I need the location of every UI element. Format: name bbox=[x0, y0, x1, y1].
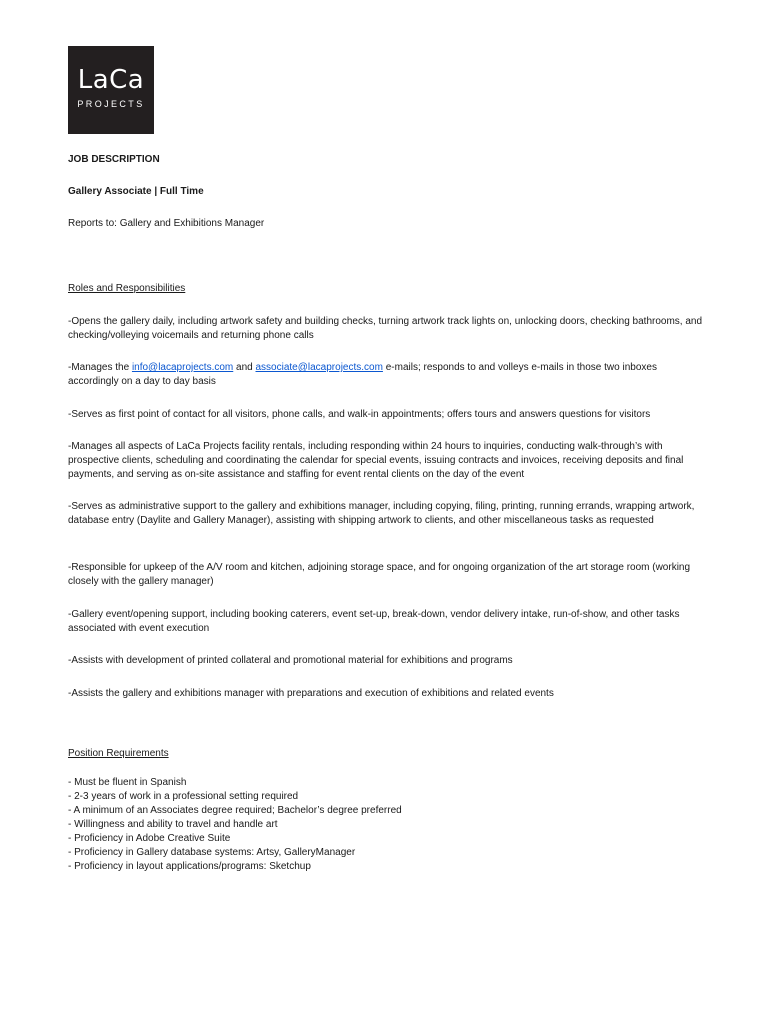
requirements-heading: Position Requirements bbox=[68, 748, 169, 759]
role-item-3: -Serves as first point of contact for all visitors, phone calls, and walk-in appointments; offers tours and answers questions for visitors bbox=[68, 409, 651, 420]
role-item-5: -Serves as administrative support to the gallery and exhibitions manager, including copying, filing, printing, running errands, wrapping artwork, database entry (Daylite and Gallery Manager), assisting with shipping artwork to clients, and other miscellaneous tasks as requested bbox=[68, 501, 695, 526]
role-item-2 bbox=[68, 361, 708, 389]
logo-wordmark: LaCa bbox=[77, 65, 145, 95]
requirements-list bbox=[68, 776, 708, 874]
roles-heading: Roles and Responsibilities bbox=[68, 283, 186, 294]
associate-email-link[interactable]: associate@lacaprojects.com bbox=[255, 362, 383, 373]
requirement-item: - Proficiency in Adobe Creative Suite bbox=[68, 833, 231, 844]
laca-projects-logo bbox=[68, 46, 154, 134]
role-item-2-middle: and bbox=[233, 362, 256, 373]
role-item-9: -Assists the gallery and exhibitions manager with preparations and execution of exhibitions and related events bbox=[68, 688, 554, 699]
info-email-link[interactable]: info@lacaprojects.com bbox=[131, 362, 234, 373]
requirement-item: - Must be fluent in Spanish bbox=[68, 777, 187, 788]
role-item-7: -Gallery event/opening support, including booking caterers, event set-up, break-down, vendor delivery intake, run-of-show, and other tasks associated with event execution bbox=[68, 609, 680, 634]
reports-to: Reports to: Gallery and Exhibitions Manager bbox=[68, 218, 265, 229]
requirement-item: - Proficiency in Gallery database systems: Artsy, GalleryManager bbox=[68, 847, 356, 858]
requirement-item: - A minimum of an Associates degree required; Bachelor’s degree preferred bbox=[68, 805, 402, 816]
doc-title: JOB DESCRIPTION bbox=[68, 154, 160, 165]
requirement-item: - 2-3 years of work in a professional setting required bbox=[68, 791, 299, 802]
requirement-item: - Proficiency in layout applications/programs: Sketchup bbox=[68, 861, 311, 872]
role-item-4: -Manages all aspects of LaCa Projects facility rentals, including responding within 24 hours to inquiries, conducting walk-through’s with prospective clients, scheduling and coordinating the calendar for special events, issuing contracts and invoices, receiving deposits and final payments, and serving as on-site assistance and staffing for event rental clients on the day of the event bbox=[68, 441, 684, 480]
logo-subtitle: PROJECTS bbox=[77, 99, 145, 109]
role-item-6: -Responsible for upkeep of the A/V room and kitchen, adjoining storage space, and for ongoing organization of the art storage room (working closely with the gallery manager) bbox=[68, 562, 691, 587]
role-item-2-suffix: e-mails; responds to and volleys e-mails in those two inboxes accordingly on a day to day basis bbox=[68, 362, 657, 387]
role-item-1: -Opens the gallery daily, including artwork safety and building checks, turning artwork track lights on, unlocking doors, checking bathrooms, and checking/volleying voicemails and returning phone calls bbox=[68, 316, 703, 341]
role-item-8: -Assists with development of printed collateral and promotional material for exhibitions and programs bbox=[68, 655, 513, 666]
position-title: Gallery Associate | Full Time bbox=[68, 186, 204, 197]
requirement-item: - Willingness and ability to travel and handle art bbox=[68, 819, 278, 830]
role-item-2-prefix: -Manages the bbox=[68, 362, 132, 373]
